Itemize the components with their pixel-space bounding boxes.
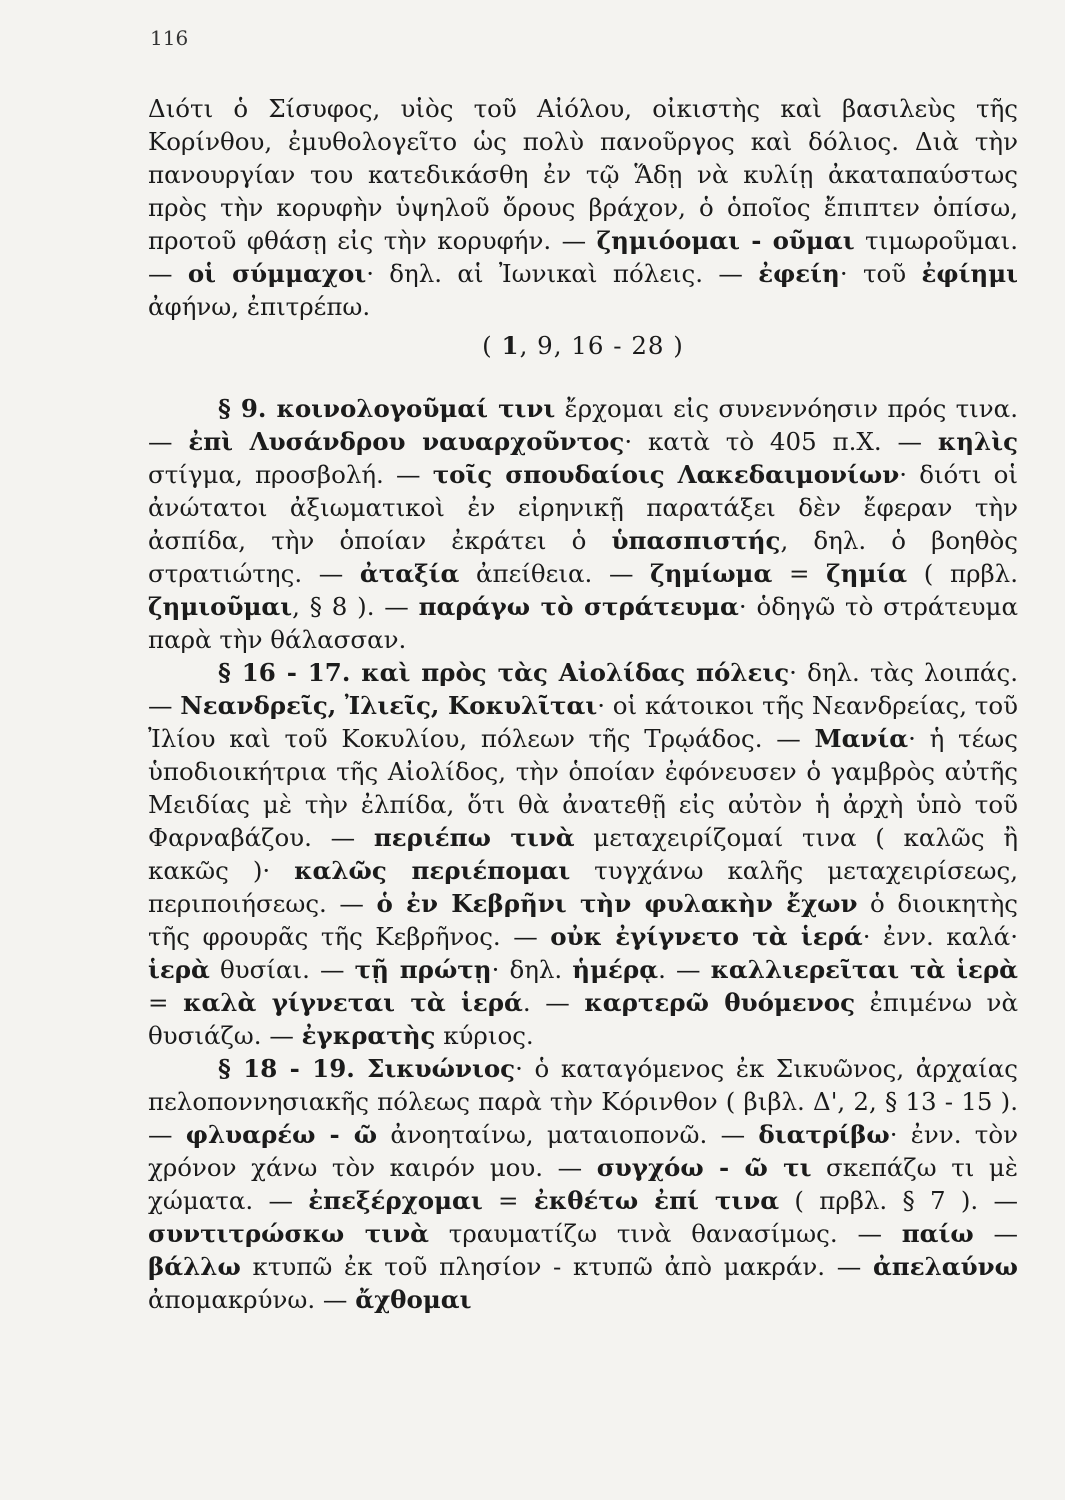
lemma: συγχόω - ῶ τι — [596, 1153, 812, 1182]
page-number: 116 — [150, 26, 189, 50]
lemma: οἱ σύμμαχοι — [187, 259, 367, 288]
lemma: ἀπελαύνω — [872, 1252, 1018, 1281]
lemma: βάλλω — [148, 1252, 241, 1281]
lemma: ἐπεξέρχομαι — [308, 1186, 483, 1215]
lemma: παίω — [901, 1219, 974, 1248]
gloss: τιμωροῦμαι. — — [148, 226, 1018, 288]
lemma: ἐκθέτω ἐπί τινα — [533, 1186, 780, 1215]
paragraph-section-18-19: § 18 - 19. Σικυώνιος· ὁ καταγόμενος ἐκ Σικυῶνος, ἀρχαίας πελοποννησιακῆς πόλεως παρὰ τὴν Κόρινθον ( βιβλ. Δ', 2, § 13 - 15 ). — φλυαρέω - ῶ ἀνοηταίνω, ματαιοπονῶ. — διατρίβω· ἐνν. τὸν χρόνον χάνω τὸν καιρόν μου. — συγχόω - ῶ τι σκεπάζω τι μὲ χώματα. — ἐπεξέρχομαι = ἐκθέτω ἐπί τινα ( πρβλ. § 7 ). — συντιτρώσκω τινὰ τραυματίζω τινὰ θανασίμως. — παίω — βάλλω κτυπῶ ἐκ τοῦ πλησίον - κτυπῶ ἀπὸ μακράν. — ἀπελαύνω ἀπομακρύνω. — ἄχθομαι — [148, 1054, 1018, 1314]
page-body — [148, 92, 1018, 1316]
gloss: ἀφήνω, ἐπιτρέπω. — [148, 292, 371, 321]
lemma: ὁ ἐν Κεβρῆνι τὴν φυλακὴν ἔχων — [376, 889, 858, 918]
paragraph-text: Διότι ὁ Σίσυφος, υἱὸς τοῦ Αἰόλου, οἰκιστὴς καὶ βασιλεὺς τῆς Κορίνθου, ἐμυθολογεῖτο ὡς πολὺ πανοῦργος καὶ δόλιος. Διὰ τὴν πανουργίαν του κατεδικάσθη ἐν τῷ Ἅδῃ νὰ κυλίῃ ἀκαταπαύστως πρὸς τὴν κορυφὴν ὑψηλοῦ ὄρους βράχον, ὁ ὁποῖος ἔπιπτεν ὀπίσω, προτοῦ φθάσῃ εἰς τὴν κορυφήν. — — [148, 94, 1018, 255]
lemma: τοῖς σπουδαίοις Λακεδαιμονίων — [432, 460, 900, 489]
section-heading: § 16 - 17. καὶ πρὸς τὰς Αἰολίδας πόλεις — [218, 658, 790, 687]
lemma: διατρίβω — [758, 1120, 890, 1149]
lemma: κηλὶς — [937, 427, 1018, 456]
lemma: ζημίωμα — [650, 559, 773, 588]
lemma: ζημιοῦμαι — [148, 592, 293, 621]
lemma: περιέπω τινὰ — [373, 823, 575, 852]
lemma: τῇ πρώτῃ — [354, 955, 492, 984]
paragraph-section-9: § 9. κοινολογοῦμαί τινι ἔρχομαι εἰς συνεννόησιν πρός τινα. — ἐπὶ Λυσάνδρου ναυαρχοῦντος· κατὰ τὸ 405 π.Χ. — κηλὶς στίγμα, προσβολή. — τοῖς σπουδαίοις Λακεδαιμονίων· διότι οἱ ἀνώτατοι ἀξιωματικοὶ ἐν εἰρηνικῇ παρατάξει δὲν ἔφεραν τὴν ἀσπίδα, τὴν ὁποίαν ἐκράτει ὁ ὑπασπιστής, δηλ. ὁ βοηθὸς στρατιώτης. — ἀταξία ἀπείθεια. — ζημίωμα = ζημία ( πρβλ. ζημιοῦμαι, § 8 ). — παράγω τὸ στράτευμα· ὁδηγῶ τὸ στράτευμα παρὰ τὴν θάλασσαν. — [148, 394, 1018, 654]
gloss: · τοῦ — [839, 259, 922, 288]
section-reference: ( 1, 9, 16 - 28 ) — [482, 331, 684, 360]
lemma: καλλιερεῖται τὰ ἱερὰ — [710, 955, 1019, 984]
lemma: ἐφίημι — [921, 259, 1018, 288]
lemma: ὑπασπιστής — [611, 526, 781, 555]
lemma: ἱερὰ — [148, 955, 210, 984]
lemma: καρτερῶ θυόμενος — [584, 988, 856, 1017]
lemma: καλῶς περιέπομαι — [294, 856, 571, 885]
lemma: Μανία — [814, 724, 909, 753]
lemma: ἄχθομαι — [355, 1285, 472, 1314]
lemma: ἐπὶ Λυσάνδρου ναυαρχοῦντος — [188, 427, 625, 456]
book-number: 1 — [501, 331, 520, 360]
lemma: ζημιόομαι - οῦμαι — [596, 226, 855, 255]
lemma: ἀταξία — [359, 559, 460, 588]
lemma: ἡμέρᾳ — [572, 955, 659, 984]
lemma: ἐγκρατὴς — [301, 1021, 436, 1050]
lemma: φλυαρέω - ῶ — [185, 1120, 378, 1149]
section-heading: § 18 - 19. Σικυώνιος — [218, 1054, 516, 1083]
paragraph-sisyphus — [148, 92, 1018, 323]
lemma: συντιτρώσκω τινὰ — [148, 1219, 429, 1248]
section-heading: § 9. κοινολογοῦμαί τινι — [218, 394, 556, 423]
gloss: · δηλ. αἱ Ἰωνικαὶ πόλεις. — — [366, 259, 759, 288]
lemma: Νεανδρεῖς, Ἰλιεῖς, Κοκυλῖται — [180, 691, 598, 720]
lemma: παράγω τὸ στράτευμα — [418, 592, 739, 621]
paragraph-section-16-17: § 16 - 17. καὶ πρὸς τὰς Αἰολίδας πόλεις· δηλ. τὰς λοιπάς. — Νεανδρεῖς, Ἰλιεῖς, Κοκυλῖται· οἱ κάτοικοι τῆς Νεανδρείας, τοῦ Ἰλίου καὶ τοῦ Κοκυλίου, πόλεων τῆς Τρῳάδος. — Μανία· ἡ τέως ὑποδιοικήτρια τῆς Αἰολίδος, τὴν ὁποίαν ἐφόνευσεν ὁ γαμβρὸς αὐτῆς Μειδίας μὲ τὴν ἐλπίδα, ὅτι θὰ ἀνατεθῇ εἰς αὐτὸν ἡ ἀρχὴ ὑπὸ τοῦ Φαρναβάζου. — περιέπω τινὰ μεταχειρίζομαί τινα ( καλῶς ἢ κακῶς )· καλῶς περιέπομαι τυγχάνω καλῆς μεταχειρίσεως, περιποιήσεως. — ὁ ἐν Κεβρῆνι τὴν φυλακὴν ἔχων ὁ διοικητὴς τῆς φρουρᾶς τῆς Κεβρῆνος. — οὐκ ἐγίγνετο τὰ ἱερά· ἐνν. καλά· ἱερὰ θυσίαι. — τῇ πρώτῃ· δηλ. ἡμέρᾳ. — καλλιερεῖται τὰ ἱερὰ = καλὰ γίγνεται τὰ ἱερά. — καρτερῶ θυόμενος ἐπιμένω νὰ θυσιάζω. — ἐγκρατὴς κύριος. — [148, 658, 1019, 1050]
lemma: καλὰ γίγνεται τὰ ἱερά — [183, 988, 523, 1017]
lemma: ἐφείη — [758, 259, 840, 288]
lemma: οὐκ ἐγίγνετο τὰ ἱερά — [550, 922, 863, 951]
lemma: ζημία — [826, 559, 908, 588]
